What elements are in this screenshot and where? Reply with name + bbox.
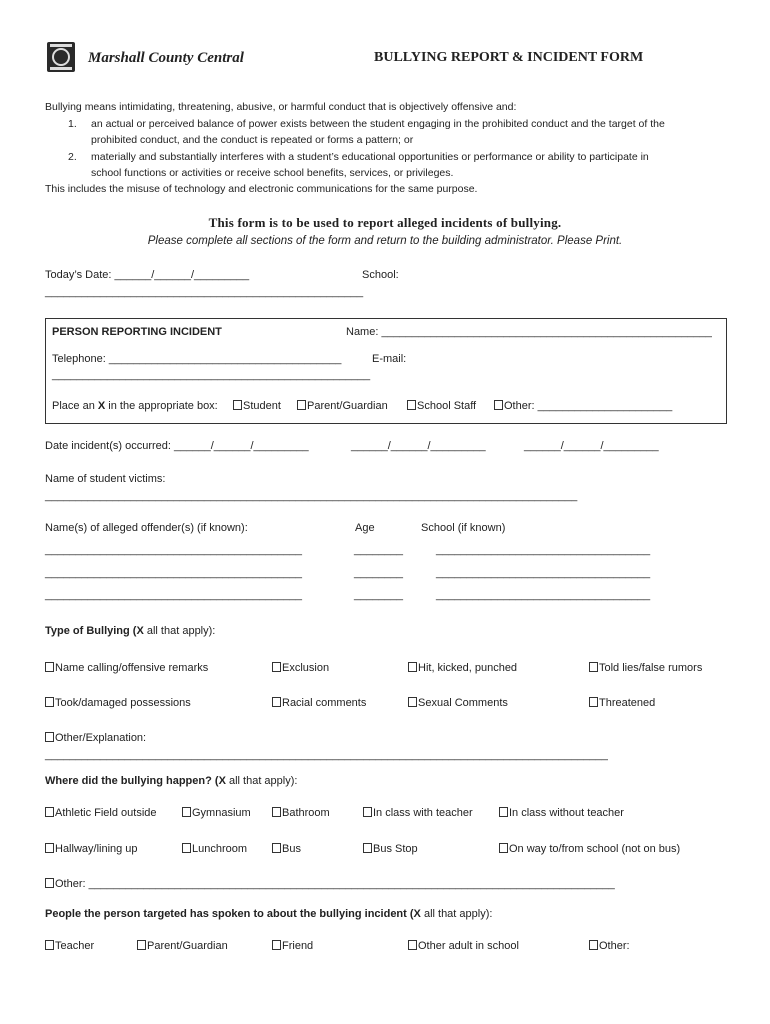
definition-intro: Bullying means intimidating, threatening, abusive, or harmful conduct that is objectively offensive and: bbox=[45, 101, 517, 113]
checkbox[interactable] bbox=[589, 662, 598, 672]
offender-age-field[interactable]: ________ bbox=[354, 589, 403, 601]
checkbox[interactable] bbox=[499, 843, 508, 853]
where-gymnasium-option[interactable]: Gymnasium bbox=[182, 807, 251, 819]
reporter-name-field[interactable]: Name: ______________________________________________________ bbox=[346, 326, 712, 338]
type-other-option[interactable]: Other/Explanation: bbox=[45, 732, 146, 744]
checkbox[interactable] bbox=[182, 843, 191, 853]
checkbox[interactable] bbox=[45, 807, 54, 817]
type-exclusion-option[interactable]: Exclusion bbox=[272, 662, 329, 674]
checkbox[interactable] bbox=[494, 400, 503, 410]
instructions-subheading: Please complete all sections of the form and return to the building administrator. Please Print. bbox=[147, 235, 623, 247]
incident-date-field-1[interactable]: Date incident(s) occurred: ______/______/_________ bbox=[45, 440, 309, 452]
offender-name-field[interactable]: __________________________________________ bbox=[45, 567, 302, 579]
where-title: Where did the bullying happen? (X all that apply): bbox=[45, 775, 298, 787]
reporter-role-student-option[interactable]: Student bbox=[233, 400, 281, 412]
spoken-to-title: People the person targeted has spoken to about the bullying incident (X all that apply): bbox=[45, 908, 493, 920]
type-threatened-option[interactable]: Threatened bbox=[589, 697, 655, 709]
reporter-email-field[interactable]: ____________________________________________________ bbox=[52, 369, 371, 381]
checkbox[interactable] bbox=[137, 940, 146, 950]
checkbox[interactable] bbox=[589, 697, 598, 707]
where-class-without-teacher-option[interactable]: In class without teacher bbox=[499, 807, 624, 819]
where-hallway-option[interactable]: Hallway/lining up bbox=[45, 843, 138, 855]
instructions-heading: This form is to be used to report alleged incidents of bullying. bbox=[208, 215, 562, 230]
checkbox[interactable] bbox=[272, 940, 281, 950]
where-on-way-option[interactable]: On way to/from school (not on bus) bbox=[499, 843, 680, 855]
offender-name-field[interactable]: __________________________________________ bbox=[45, 589, 302, 601]
checkbox[interactable] bbox=[272, 662, 281, 672]
checkbox[interactable] bbox=[45, 878, 54, 888]
where-bathroom-option[interactable]: Bathroom bbox=[272, 807, 330, 819]
school-logo-icon bbox=[47, 42, 75, 72]
definition-closing: This includes the misuse of technology and electronic communications for the same purpose. bbox=[45, 183, 478, 195]
reporter-email-label: E-mail: bbox=[372, 353, 407, 365]
form-title: BULLYING REPORT & INCIDENT FORM bbox=[374, 50, 644, 65]
type-possessions-option[interactable]: Took/damaged possessions bbox=[45, 697, 191, 709]
offenders-age-header: Age bbox=[355, 522, 375, 534]
school-label: School: bbox=[362, 269, 399, 281]
offender-school-field[interactable]: ___________________________________ bbox=[436, 544, 651, 556]
org-name: Marshall County Central bbox=[88, 50, 244, 66]
checkbox[interactable] bbox=[272, 807, 281, 817]
reporter-role-parent-option[interactable]: Parent/Guardian bbox=[297, 400, 388, 412]
victims-field[interactable]: _______________________________________________________________________________________ bbox=[45, 490, 578, 502]
checkbox[interactable] bbox=[408, 662, 417, 672]
definition-item2-line1: materially and substantially interferes with a student’s educational opportunities or performance or ability to participate in bbox=[91, 151, 649, 163]
checkbox[interactable] bbox=[45, 940, 54, 950]
checkbox[interactable] bbox=[45, 732, 54, 742]
definition-item2-number: 2. bbox=[68, 151, 77, 163]
checkbox[interactable] bbox=[45, 662, 54, 672]
offender-name-field[interactable]: __________________________________________ bbox=[45, 544, 302, 556]
offenders-school-header: School (if known) bbox=[421, 522, 506, 534]
victims-label: Name of student victims: bbox=[45, 473, 166, 485]
offender-age-field[interactable]: ________ bbox=[354, 567, 403, 579]
reporter-telephone-field[interactable]: Telephone: ______________________________________ bbox=[52, 353, 342, 365]
spoken-teacher-option[interactable]: Teacher bbox=[45, 940, 94, 952]
type-hit-option[interactable]: Hit, kicked, punched bbox=[408, 662, 517, 674]
offender-school-field[interactable]: ___________________________________ bbox=[436, 567, 651, 579]
type-racial-option[interactable]: Racial comments bbox=[272, 697, 366, 709]
definition-item1-line1: an actual or perceived balance of power exists between the student engaging in the prohibited conduct and the target of the bbox=[91, 118, 665, 130]
spoken-parent-option[interactable]: Parent/Guardian bbox=[137, 940, 228, 952]
where-bus-stop-option[interactable]: Bus Stop bbox=[363, 843, 418, 855]
definition-item1-number: 1. bbox=[68, 118, 77, 130]
reporter-section-title: PERSON REPORTING INCIDENT bbox=[52, 326, 222, 338]
where-lunchroom-option[interactable]: Lunchroom bbox=[182, 843, 247, 855]
reporter-role-prompt: Place an X in the appropriate box: bbox=[52, 400, 218, 412]
definition-item2-line2: school functions or activities or receive school benefits, services, or privileges. bbox=[91, 167, 454, 179]
todays-date-field[interactable]: Today’s Date: ______/______/_________ bbox=[45, 269, 250, 281]
reporter-role-staff-option[interactable]: School Staff bbox=[407, 400, 476, 412]
checkbox[interactable] bbox=[363, 843, 372, 853]
where-athletic-field-option[interactable]: Athletic Field outside bbox=[45, 807, 157, 819]
checkbox[interactable] bbox=[408, 940, 417, 950]
checkbox[interactable] bbox=[45, 843, 54, 853]
type-lies-option[interactable]: Told lies/false rumors bbox=[589, 662, 702, 674]
type-of-bullying-title: Type of Bullying (X all that apply): bbox=[45, 625, 216, 637]
where-bus-option[interactable]: Bus bbox=[272, 843, 301, 855]
checkbox[interactable] bbox=[297, 400, 306, 410]
checkbox[interactable] bbox=[272, 843, 281, 853]
offender-age-field[interactable]: ________ bbox=[354, 544, 403, 556]
checkbox[interactable] bbox=[45, 697, 54, 707]
definition-item1-line2: prohibited conduct, and the conduct is repeated or forms a pattern; or bbox=[91, 134, 414, 146]
school-field[interactable]: ____________________________________________________ bbox=[45, 286, 364, 298]
incident-date-field-2[interactable]: ______/______/_________ bbox=[351, 440, 486, 452]
checkbox[interactable] bbox=[499, 807, 508, 817]
reporter-role-other-option[interactable]: Other: ______________________ bbox=[494, 400, 672, 412]
spoken-other-adult-option[interactable]: Other adult in school bbox=[408, 940, 519, 952]
where-class-with-teacher-option[interactable]: In class with teacher bbox=[363, 807, 473, 819]
checkbox[interactable] bbox=[589, 940, 598, 950]
offender-school-field[interactable]: ___________________________________ bbox=[436, 589, 651, 601]
checkbox[interactable] bbox=[408, 697, 417, 707]
type-other-field[interactable]: ____________________________________________________________________________________________ bbox=[45, 749, 608, 761]
checkbox[interactable] bbox=[407, 400, 416, 410]
checkbox[interactable] bbox=[182, 807, 191, 817]
spoken-other-option[interactable]: Other: bbox=[589, 940, 630, 952]
checkbox[interactable] bbox=[363, 807, 372, 817]
where-other-option[interactable]: Other: ______________________________________________________________________________________ bbox=[45, 878, 615, 890]
checkbox[interactable] bbox=[233, 400, 242, 410]
type-name-calling-option[interactable]: Name calling/offensive remarks bbox=[45, 662, 208, 674]
checkbox[interactable] bbox=[272, 697, 281, 707]
spoken-friend-option[interactable]: Friend bbox=[272, 940, 313, 952]
incident-date-field-3[interactable]: ______/______/_________ bbox=[524, 440, 659, 452]
offenders-name-header: Name(s) of alleged offender(s) (if known): bbox=[45, 522, 248, 534]
type-sexual-option[interactable]: Sexual Comments bbox=[408, 697, 508, 709]
